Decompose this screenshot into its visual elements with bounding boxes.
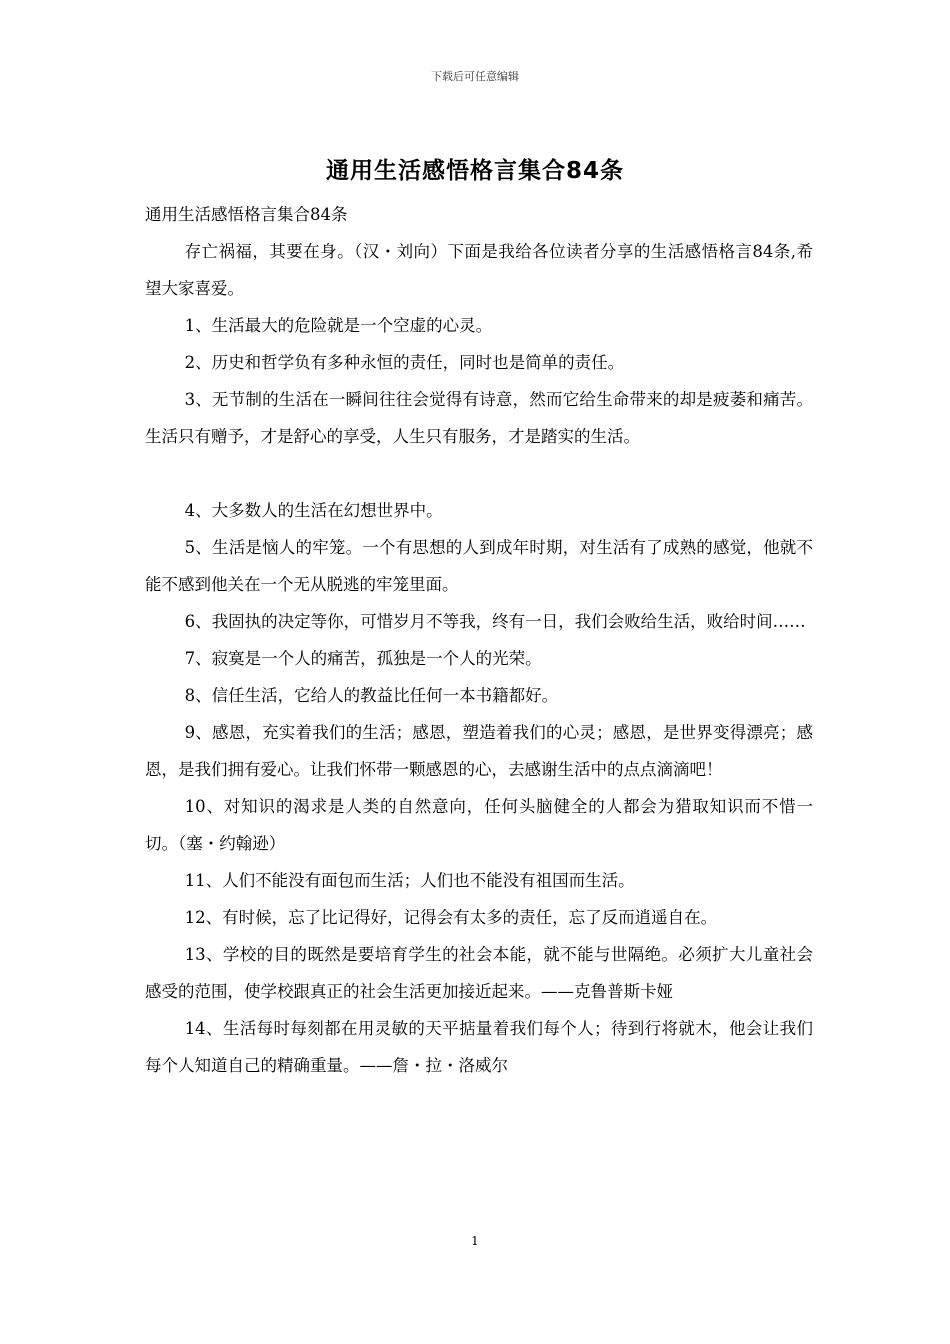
list-item: 3、无节制的生活在一瞬间往往会觉得有诗意，然而它给生命带来的却是疲萎和痛苦。生活只有赠予，才是舒心的享受，人生只有服务，才是踏实的生活。 <box>145 390 813 446</box>
intro-paragraph: 存亡祸福，其要在身。（汉・刘向）下面是我给各位读者分享的生活感悟格言84条,希望大家喜爱。 <box>145 242 813 298</box>
list-item: 7、寂寞是一个人的痛苦，孤独是一个人的光荣。 <box>184 649 542 668</box>
list-item: 4、大多数人的生活在幻想世界中。 <box>184 501 443 520</box>
document-title: 通用生活感悟格言集合84条 <box>325 158 624 184</box>
document-subtitle: 通用生活感悟格言集合84条 <box>145 205 348 224</box>
list-item: 11、人们不能没有面包而生活；人们也不能没有祖国而生活。 <box>184 871 635 890</box>
list-item: 2、历史和哲学负有多种永恒的责任，同时也是简单的责任。 <box>184 353 625 372</box>
list-item: 8、信任生活，它给人的教益比任何一本书籍都好。 <box>184 686 559 705</box>
list-item: 14、生活每时每刻都在用灵敏的天平掂量着我们每个人；待到行将就木，他会让我们每个人知道自己的精确重量。——詹・拉・洛威尔 <box>145 1019 813 1075</box>
list-item: 13、学校的目的既然是要培育学生的社会本能，就不能与世隔绝。必须扩大儿童社会感受的范围，使学校跟真正的社会生活更加接近起来。——克鲁普斯卡娅 <box>145 945 813 1001</box>
document-body <box>145 196 813 1084</box>
list-item: 12、有时候，忘了比记得好，记得会有太多的责任，忘了反而逍遥自在。 <box>184 908 718 927</box>
header-note: 下载后可任意编辑 <box>431 70 519 83</box>
page-number: 1 <box>471 1234 479 1248</box>
list-item: 1、生活最大的危险就是一个空虚的心灵。 <box>184 316 493 335</box>
list-item: 5、生活是恼人的牢笼。一个有思想的人到成年时期，对生活有了成熟的感觉，他就不能不感到他关在一个无从脱逃的牢笼里面。 <box>145 538 813 594</box>
list-item: 6、我固执的决定等你，可惜岁月不等我，终有一日，我们会败给生活，败给时间…… <box>184 612 806 631</box>
blank-line <box>145 455 813 492</box>
list-item: 9、感恩，充实着我们的生活；感恩，塑造着我们的心灵；感恩，是世界变得漂亮；感恩，是我们拥有爱心。让我们怀带一颗感恩的心，去感谢生活中的点点滴滴吧！ <box>145 723 813 779</box>
list-item: 10、对知识的渴求是人类的自然意向，任何头脑健全的人都会为猎取知识而不惜一切。（塞・约翰逊） <box>145 797 813 853</box>
